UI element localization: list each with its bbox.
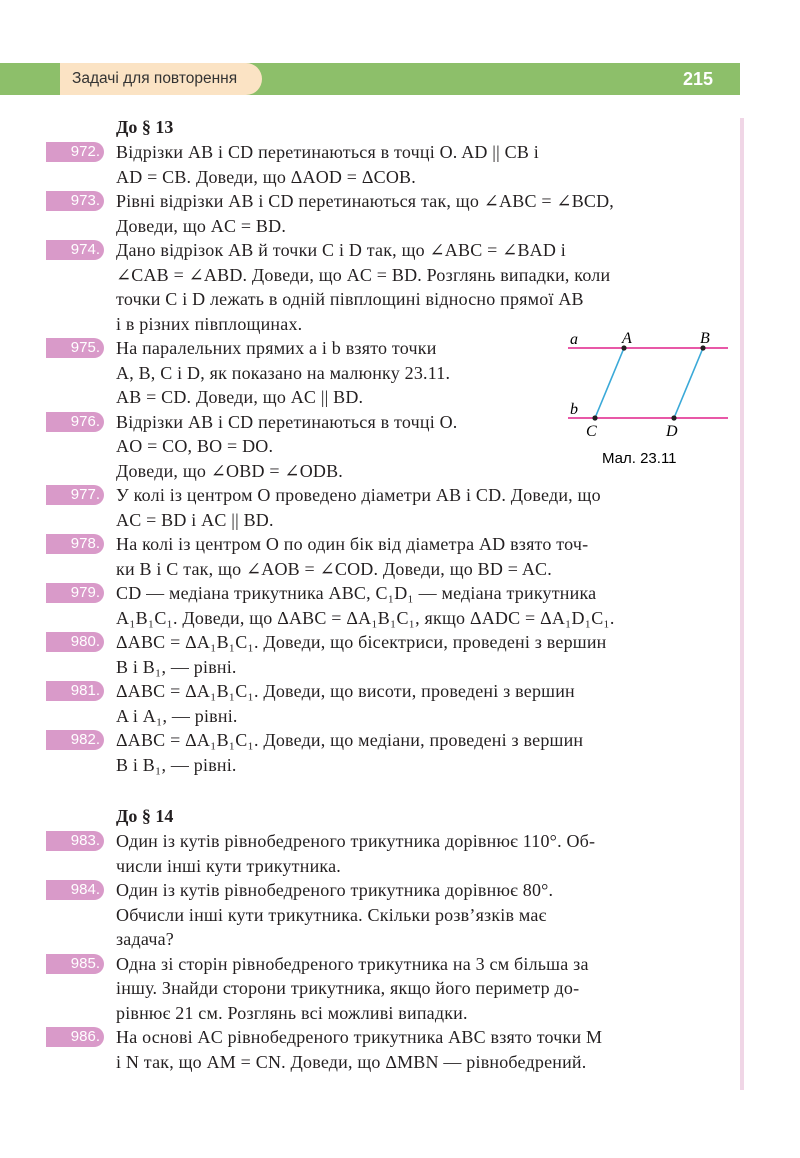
problem-line: точки C і D лежать в одній півплощині відносно прямої AB: [116, 289, 584, 309]
problem-978: [0, 532, 740, 581]
problem-line: B і B₁, — рівні.: [116, 656, 237, 677]
problem-977: [0, 483, 740, 532]
problem-number-badge: 975.: [46, 338, 104, 358]
problem-line: ки B і C так, що ∠AOB = ∠COD. Доведи, що BD = AC.: [116, 558, 552, 579]
problem-980: [0, 630, 740, 679]
problem-line: AB = CD. Доведи, що AC || BD.: [116, 387, 364, 407]
problem-number-badge: 976.: [46, 412, 104, 432]
label-point-a: A: [622, 330, 632, 347]
problem-line: і в різних півплощинах.: [116, 313, 303, 334]
problem-line: Дано відрізок AB й точки C і D так, що ∠ABC = ∠BAD і: [116, 240, 566, 260]
problem-line: На основі AC рівнобедреного трикутника ABC взято точки M: [116, 1027, 603, 1047]
problem-number-badge: 973.: [46, 191, 104, 211]
problem-number-badge: 972.: [46, 142, 104, 162]
problem-line: ΔABC = ΔA₁B₁C₁. Доведи, що бісектриси, проведені з вершин: [116, 632, 607, 652]
problem-text: [116, 581, 726, 630]
problem-line: AD = CB. Доведи, що ΔAOD = ΔCOB.: [116, 166, 416, 187]
problem-number-badge: 985.: [46, 954, 104, 974]
problem-line: У колі із центром O проведено діаметри AB і CD. Доведи, що: [116, 485, 601, 505]
problem-line: На паралельних прямих a і b взято точки: [116, 338, 437, 358]
problem-line: числи інші кути трикутника.: [116, 855, 341, 876]
problem-number-badge: 982.: [46, 730, 104, 750]
problem-line: Відрізки AB і CD перетинаються в точці O.: [116, 411, 458, 432]
figure-caption: Мал. 23.11: [602, 450, 677, 467]
section-heading-13: До § 13: [116, 117, 174, 137]
problem-974: [0, 238, 740, 336]
problem-text: [116, 952, 726, 1026]
label-point-c: C: [586, 423, 597, 440]
problem-985: [0, 952, 740, 1026]
problem-line: Один із кутів рівнобедреного трикутника дорівнює 80°.: [116, 880, 554, 900]
problem-number-badge: 974.: [46, 240, 104, 260]
problem-number-badge: 984.: [46, 880, 104, 900]
figure-svg: [566, 330, 730, 470]
problem-number-badge: 980.: [46, 632, 104, 652]
problem-line: B і B₁, — рівні.: [116, 754, 237, 775]
problem-line: ΔABC = ΔA₁B₁C₁. Доведи, що медіани, проведені з вершин: [116, 730, 584, 750]
problem-982: [0, 728, 740, 777]
problem-line: Обчисли інші кути трикутника. Скільки розв’язків має: [116, 904, 547, 925]
problem-981: [0, 679, 740, 728]
problem-line: задача?: [116, 929, 174, 949]
section-heading-14: До § 14: [116, 806, 174, 826]
label-line-a: a: [570, 331, 578, 348]
problem-line: На колі із центром O по один бік від діаметра AD взято точ-: [116, 534, 589, 554]
problem-line: Відрізки AB і CD перетинаються в точці O. AD || CB і: [116, 142, 539, 162]
problem-text: [116, 189, 726, 238]
segment-bd: [674, 348, 703, 418]
problem-text: [116, 1025, 726, 1074]
problem-number-badge: 979.: [46, 583, 104, 603]
section-title: Задачі для повторення: [60, 63, 262, 95]
segment-ac: [595, 348, 624, 418]
problem-text: [116, 238, 726, 336]
problem-line: і N так, що AM = CN. Доведи, що ΔMBN — рівнобедрений.: [116, 1051, 587, 1072]
problem-line: ∠CAB = ∠ABD. Доведи, що AC = BD. Розглянь випадки, коли: [116, 264, 611, 285]
side-rule: [740, 118, 744, 1090]
problem-text: [116, 483, 726, 532]
problem-line: рівнює 21 см. Розглянь всі можливі випадки.: [116, 1002, 468, 1023]
problem-979: [0, 581, 740, 630]
problem-text: [116, 878, 726, 952]
problem-972: [0, 140, 740, 189]
problem-line: AO = CO, BO = DO.: [116, 436, 274, 456]
problem-text: [116, 630, 726, 679]
problem-986: [0, 1025, 740, 1074]
problem-984: [0, 878, 740, 952]
label-line-b: b: [570, 401, 578, 418]
problem-text: [116, 728, 726, 777]
problem-983: [0, 829, 740, 878]
point-c: [592, 415, 597, 420]
problem-line: Рівні відрізки AB і CD перетинаються так, що ∠ABC = ∠BCD,: [116, 191, 615, 211]
problem-line: A₁B₁C₁. Доведи, що ΔABC = ΔA₁B₁C₁, якщо ΔADC = ΔA₁D₁C₁.: [116, 607, 615, 628]
problem-number-badge: 986.: [46, 1027, 104, 1047]
problem-text: [116, 532, 726, 581]
problem-line: A і A₁, — рівні.: [116, 705, 238, 726]
problem-number-badge: 978.: [46, 534, 104, 554]
problem-text: [116, 140, 726, 189]
problem-line: Доведи, що ∠OBD = ∠ODB.: [116, 460, 343, 481]
problem-line: Один із кутів рівнобедреного трикутника дорівнює 110°. Об-: [116, 831, 596, 851]
problem-line: іншу. Знайди сторони трикутника, якщо його периметр до-: [116, 978, 580, 998]
problem-line: A, B, C і D, як показано на малюнку 23.11.: [116, 362, 451, 383]
problem-line: AC = BD і AC || BD.: [116, 509, 274, 530]
problem-line: ΔABC = ΔA₁B₁C₁. Доведи, що висоти, проведені з вершин: [116, 681, 575, 701]
page-number: 215: [682, 69, 714, 89]
problem-text: [116, 679, 726, 728]
problem-line: Доведи, що AC = BD.: [116, 215, 287, 236]
problem-line: Одна зі сторін рівнобедреного трикутника на 3 см більша за: [116, 953, 589, 974]
problem-text: [116, 336, 546, 410]
label-point-b: B: [700, 330, 710, 347]
problem-text: [116, 829, 726, 878]
section-14-problems: [0, 829, 740, 1074]
problem-number-badge: 981.: [46, 681, 104, 701]
label-point-d: D: [666, 423, 678, 440]
problem-text: [116, 410, 546, 484]
problem-line: CD — медіана трикутника ABC, C₁D₁ — медіана трикутника: [116, 583, 597, 603]
problem-number-badge: 983.: [46, 831, 104, 851]
figure-23-11: [566, 330, 730, 470]
problem-number-badge: 977.: [46, 485, 104, 505]
point-d: [671, 415, 676, 420]
content: [0, 114, 740, 1074]
problem-973: [0, 189, 740, 238]
